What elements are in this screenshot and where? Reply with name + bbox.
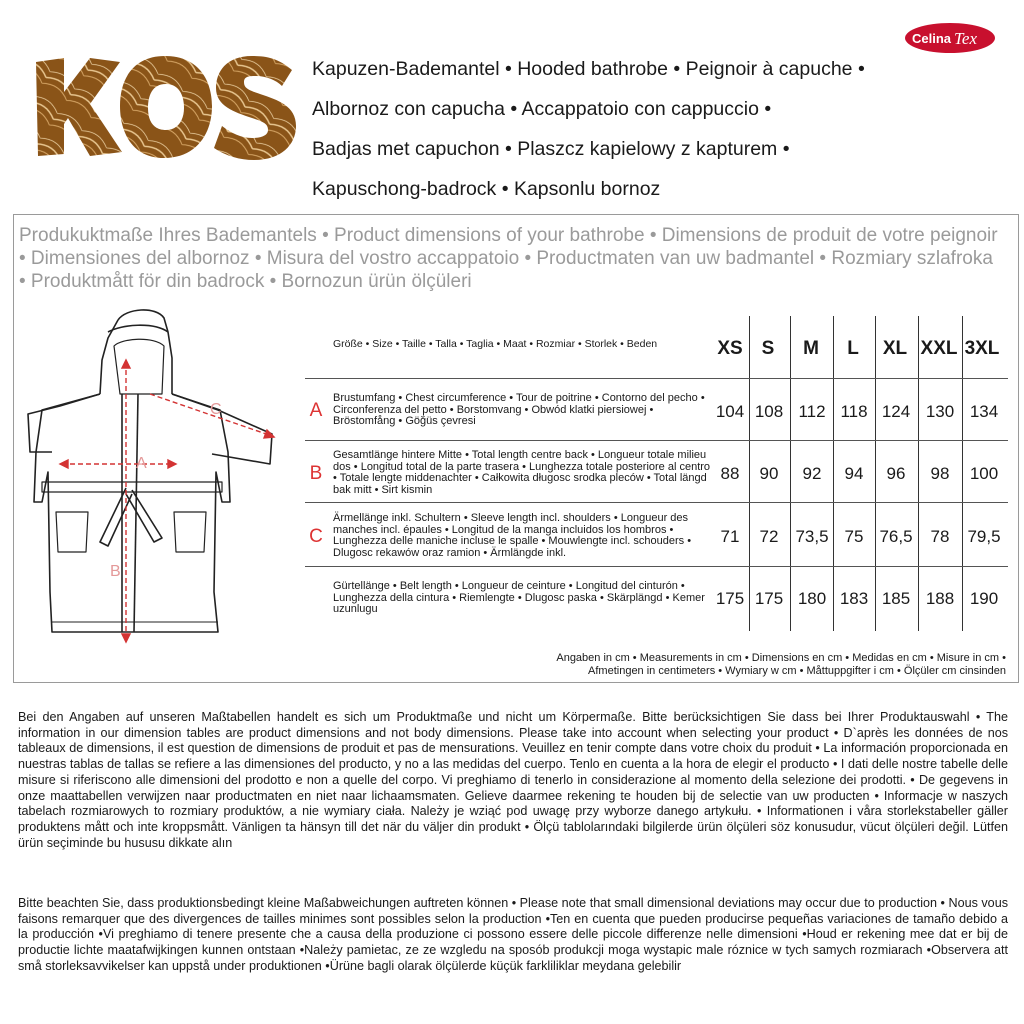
row-belt-m: 180	[797, 589, 827, 608]
svg-text:Celina: Celina	[912, 31, 952, 46]
row-a-letter: A	[309, 400, 323, 421]
row-a-s: 108	[754, 402, 784, 421]
row-c-xl: 76,5	[879, 527, 913, 546]
bathrobe-diagram	[22, 302, 292, 654]
row-divider	[305, 378, 1008, 379]
row-belt-xxl: 188	[925, 589, 955, 608]
row-c-m: 73,5	[795, 527, 829, 546]
row-b-3xl: 100	[969, 464, 999, 483]
size-m-header: M	[803, 338, 819, 359]
size-xl-header: XL	[882, 338, 908, 359]
units-note-2: Afmetingen in centimeters • Wymiary w cm • Måttuppgifter i cm • Ölçüler cm cinsinden	[588, 665, 1006, 677]
svg-text:Tex: Tex	[954, 29, 977, 48]
row-a-l: 118	[840, 402, 868, 421]
row-c-letter: C	[309, 526, 323, 547]
diagram-label-b: B	[110, 563, 121, 580]
row-belt-l: 183	[839, 589, 869, 608]
row-b-xl: 96	[886, 464, 906, 483]
product-dimensions-notice: Bei den Angaben auf unseren Maßtabellen handelt es sich um Produktmaße und nicht um Körpermaße. Bitte berücksichtigen Sie dass bei Ihrer Produktauswahl • The information in our dimension tables are product dimensions and not body dimensions. Please take into account when selecting your product • D`après les données de nos tableaux de dimensions, il est question de dimensions de produit et pas de mensurations. Veuillez en tenir compte dans votre choix du produit • La información proporcionada en nuestras tablas de tallas se refiere a las dimensiones del producto, y no a las medidas del cuerpo. Tenlo en cuenta a la hora de elegir el producto • I dati delle nostre tabelle delle misure si riferiscono alle dimensioni del prodotto e non a quelle del corpo. Vi preghiamo di tenerlo in considerazione al momento della selezione dei prodotti. • De gegevens in onze maattabellen verwijzen naar productmaten en niet naar lichaamsmaten. Gelieve daarmee rekening te houden bij de selectie van uw producten • Informacje w naszych tabelach rozmiarowych to rozmiary produktów, a nie wymiary ciała. Należy je wziąć pod uwagę przy wyborze danego artykułu. • Informationen i våra storlekstabeller gäller produktens mått och inte kroppsmått. Vänligen ta hänsyn till det när du väljer din produkt • Ölçü tablolarındaki bilgilerde ürün ölçüleri söz konusudur, vücut ölçüleri değil. Lütfen ürün seçiminde bu hususu dikkate alın	[18, 710, 1008, 850]
row-belt-xs: 175	[715, 589, 745, 608]
title-line-4: Kapuschong-badrock • Kapsonlu bornoz	[312, 178, 661, 200]
production-deviation-notice: Bitte beachten Sie, dass produktionsbedingt kleine Maßabweichungen auftreten können • Please note that small dimensional deviations may occur due to production • Nous vous faisons remarquer que des divergences de tailles minimes sont possibles selon la production •Ten en cuenta que pueden producirse pequeñas variaciones de tamaño debido a la producción •Vi preghiamo di tenere presente che a causa della produzione ci possono essere delle piccole differenze nelle dimensioni •Houd er rekening mee dat er bij de productie lichte maatafwijkingen kunnen ontstaan •Należy pamietac, ze ze wzgledu na sposób produkcji moga wystapic male róznice w tych samych rozmiarach •Observera att små storleksavvikelser kan uppstå under produktionen •Ürüne bagli olarak ölçülerde küçük farkliliklar meydana gelebilir	[18, 896, 1008, 973]
row-b-xs: 88	[720, 464, 740, 483]
row-divider	[305, 502, 1008, 503]
row-a-xl: 124	[881, 402, 911, 421]
size-s-header: S	[761, 338, 775, 359]
row-c-label: Ärmellänge inkl. Schultern • Sleeve length incl. shoulders • Longueur des manches incl. épaules • Longitud de la manga incluidos los hombros • Lunghezza delle maniche incluse le spalle • Mouwlengte incl. schouders • Dlugosc rekawów oraz ramion • Ärmlängde inkl.	[333, 512, 692, 559]
row-b-l: 94	[844, 464, 864, 483]
size-3xl-header: 3XL	[964, 338, 1000, 359]
row-a-m: 112	[798, 402, 826, 421]
kos-brand-logo	[30, 48, 300, 166]
diagram-label-a: A	[136, 455, 147, 472]
row-divider	[305, 566, 1008, 567]
row-b-letter: B	[309, 463, 323, 484]
title-line-2: Albornoz con capucha • Accappatoio con cappuccio •	[312, 98, 772, 120]
size-l-header: L	[847, 338, 859, 359]
units-note-1: Angaben in cm • Measurements in cm • Dimensions en cm • Medidas en cm • Misure in cm •	[556, 652, 1006, 664]
dimensions-heading: Produkuktmaße Ihres Bademantels • Product dimensions of your bathrobe • Dimensions de produit de votre peignoir • Dimensiones del albornoz • Misura del vostro accappatoio • Productmaten van uw badmantel • Rozmiary szlafroka • Produktmått för din badrock • Bornozun ürün ölçüleri	[19, 225, 998, 292]
celinatex-logo	[904, 22, 996, 54]
row-belt-3xl: 190	[969, 589, 999, 608]
row-c-xxl: 78	[930, 527, 950, 546]
size-xs-header: XS	[717, 338, 743, 359]
diagram-label-c: C	[210, 401, 222, 418]
row-c-l: 75	[844, 527, 864, 546]
row-c-3xl: 79,5	[967, 527, 1001, 546]
row-b-label: Gesamtlänge hintere Mitte • Total length centre back • Longueur totale milieu dos • Longitud total de la parte trasera • Lunghezza totale posteriore al centro • Totale lengte middenachter • Całkowita długosc srodka pleców • Total längd bak mitt • Sirt kismin	[333, 449, 711, 496]
row-c-xs: 71	[720, 527, 740, 546]
row-belt-s: 175	[754, 589, 784, 608]
row-b-s: 90	[759, 464, 779, 483]
row-belt-label: Gürtellänge • Belt length • Longueur de ceinture • Longitud del cinturón • Lunghezza della cintura • Riemlengte • Dlugosc paska • Skärplängd • Kemer uzunlugu	[333, 580, 705, 615]
row-a-3xl: 134	[969, 402, 999, 421]
row-a-xs: 104	[715, 402, 745, 421]
size-header-label: Größe • Size • Taille • Talla • Taglia • Maat • Rozmiar • Storlek • Beden	[333, 338, 658, 350]
title-line-3: Badjas met capuchon • Plaszcz kapielowy z kapturem •	[312, 138, 790, 160]
row-divider	[305, 440, 1008, 441]
row-b-m: 92	[802, 464, 822, 483]
row-b-xxl: 98	[930, 464, 950, 483]
row-a-label: Brustumfang • Chest circumference • Tour de poitrine • Contorno del pecho • Circonferenza del petto • Borstomvang • Obwód klatki piersiowej • Bröstomfång • Göğüs çevresi	[333, 392, 705, 427]
row-belt-xl: 185	[881, 589, 911, 608]
row-c-s: 72	[759, 527, 779, 546]
size-xxl-header: XXL	[920, 338, 958, 359]
row-a-xxl: 130	[925, 402, 955, 421]
title-line-1: Kapuzen-Bademantel • Hooded bathrobe • Peignoir à capuche •	[312, 58, 865, 80]
